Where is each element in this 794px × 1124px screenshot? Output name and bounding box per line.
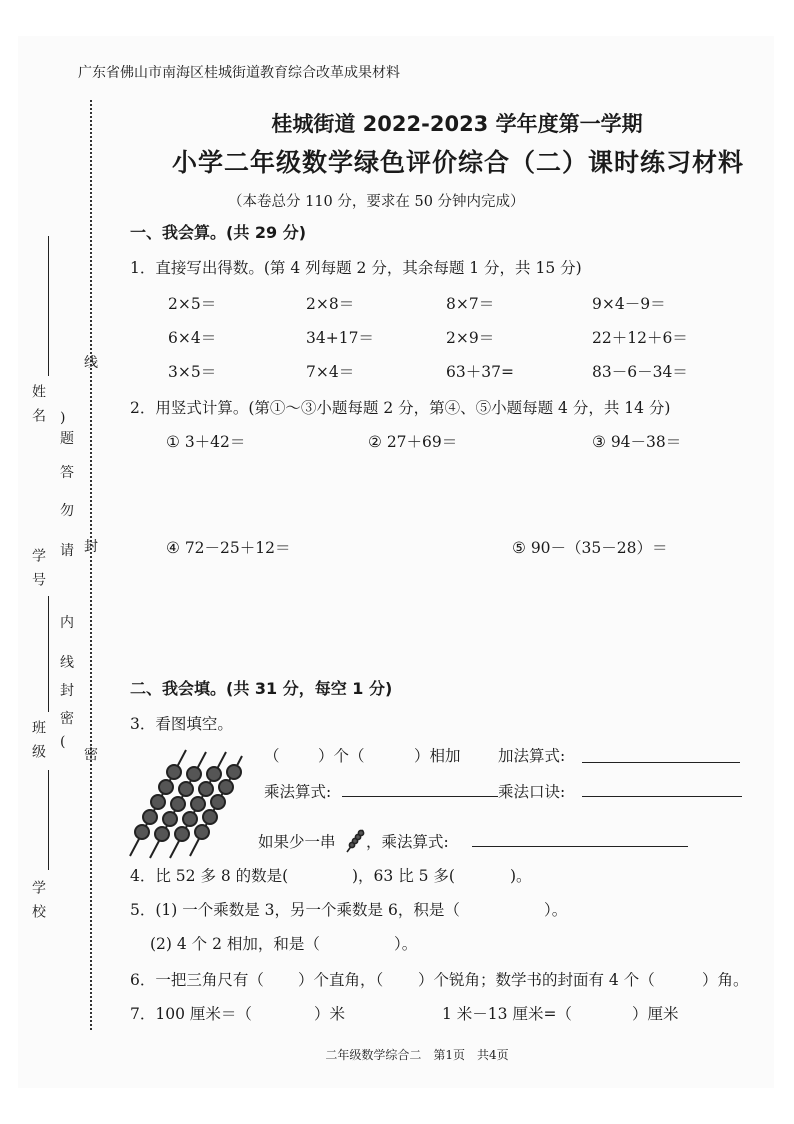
q4-text-a: 4．比 52 多 8 的数是(	[130, 867, 289, 885]
bead-skewers-image	[124, 744, 248, 864]
q6-text-d: ）角。	[702, 971, 749, 989]
q1-label: 1．直接写出得数。(第 4 列每题 2 分，其余每题 1 分，共 15 分)	[130, 259, 582, 277]
field-number-label: 学号	[30, 548, 46, 596]
q7-text-c: 1 米－13 厘米=（	[442, 1005, 572, 1023]
binding-paren-left: (	[60, 734, 66, 750]
exam-note: （本卷总分 110 分，要求在 50 分钟内完成）	[228, 194, 525, 210]
q3-add-text: ）相加	[414, 747, 461, 765]
field-name-label: 姓名	[30, 384, 46, 432]
q1-cell: 2×9＝	[446, 329, 495, 347]
q1-cell: 63＋37=	[446, 363, 514, 381]
q3-less-text: 如果少一串	[258, 833, 336, 851]
q1-cell: 8×7＝	[446, 295, 495, 313]
q7-text-b: ）米	[314, 1005, 346, 1023]
binding-paren-right: )	[60, 410, 66, 426]
field-number-line	[48, 596, 49, 712]
binding-char-ti: 题	[60, 431, 74, 447]
exam-title-line1: 桂城街道 2022-2023 学年度第一学期	[271, 112, 643, 136]
binding-char-wu: 勿	[60, 503, 74, 519]
single-skewer-icon	[344, 828, 366, 854]
q2-label: 2．用竖式计算。(第①～③小题每题 2 分，第④、⑤小题每题 4 分，共 14 分)	[130, 399, 671, 417]
q1-cell: 34+17＝	[306, 329, 374, 347]
q5-text-b: (2) 4 个 2 相加，和是（	[150, 935, 320, 953]
q2-item: ① 3＋42＝	[166, 433, 246, 451]
q3-paren-open: （	[264, 747, 280, 765]
q3-less-mul-label: ，乘法算式:	[366, 833, 449, 851]
q3-mul-label: 乘法算式:	[264, 783, 332, 801]
field-class-label: 班级	[30, 720, 46, 768]
field-school-label: 学校	[30, 880, 46, 928]
q1-cell: 22＋12＋6＝	[592, 329, 688, 347]
q4-text-b: )，63 比 5 多(	[352, 867, 455, 885]
field-name-line	[48, 236, 49, 376]
q1-cell: 83－6－34＝	[592, 363, 688, 381]
q5-text-b-end: ）。	[394, 935, 418, 953]
q7-text-d: ）厘米	[632, 1005, 679, 1023]
q1-cell: 7×4＝	[306, 363, 355, 381]
binding-dotted-line	[90, 100, 92, 1030]
q6-text-c: ）个锐角；数学书的封面有 4 个（	[418, 971, 655, 989]
q2-item: ③ 94－38＝	[592, 433, 682, 451]
page-footer: 二年级数学综合二 第1页 共4页	[325, 1048, 509, 1062]
q1-cell: 6×4＝	[168, 329, 217, 347]
q2-item: ④ 72－25＋12＝	[166, 539, 291, 557]
binding-char-da: 答	[60, 465, 74, 481]
q5-text-a: 5．(1) 一个乘数是 3，另一个乘数是 6，积是（	[130, 901, 460, 919]
q3-count-text: ）个（	[318, 747, 365, 765]
q3-mul-blank	[342, 796, 498, 797]
binding-char-qing: 请	[60, 543, 74, 559]
q7-text-a: 7．100 厘米＝（	[130, 1005, 252, 1023]
q1-cell: 2×5＝	[168, 295, 217, 313]
source-header: 广东省佛山市南海区桂城街道教育综合改革成果材料	[78, 65, 400, 81]
binding-feng: 封	[84, 539, 98, 555]
q1-cell: 3×5＝	[168, 363, 217, 381]
q5-text-a-end: ）。	[544, 901, 568, 919]
q6-text-a: 6．一把三角尺有（	[130, 971, 264, 989]
q3-label: 3．看图填空。	[130, 715, 233, 733]
q3-add-label: 加法算式:	[498, 747, 566, 765]
q1-cell: 2×8＝	[306, 295, 355, 313]
binding-xian: 线	[84, 355, 98, 371]
q3-rhyme-label: 乘法口诀:	[498, 783, 566, 801]
exam-title-line2: 小学二年级数学绿色评价综合（二）课时练习材料	[172, 148, 745, 177]
section2-heading: 二、我会填。(共 31 分，每空 1 分)	[130, 679, 393, 698]
binding-char-nei: 内	[60, 615, 74, 631]
q4-text-c: )。	[510, 867, 532, 885]
q1-cell: 9×4－9＝	[592, 295, 666, 313]
binding-char-xian: 线	[60, 655, 74, 671]
binding-mi: 密	[84, 747, 98, 763]
section1-heading: 一、我会算。(共 29 分)	[130, 223, 307, 242]
binding-char-mi: 密	[60, 711, 74, 727]
q2-item: ② 27＋69＝	[368, 433, 458, 451]
q3-rhyme-blank	[582, 796, 742, 797]
q2-item: ⑤ 90－（35－28）＝	[512, 539, 668, 557]
binding-char-feng: 封	[60, 683, 74, 699]
q3-add-blank	[582, 762, 740, 763]
q6-text-b: ）个直角，（	[298, 971, 384, 989]
q3-less-blank	[472, 846, 688, 847]
field-class-line	[48, 770, 49, 870]
